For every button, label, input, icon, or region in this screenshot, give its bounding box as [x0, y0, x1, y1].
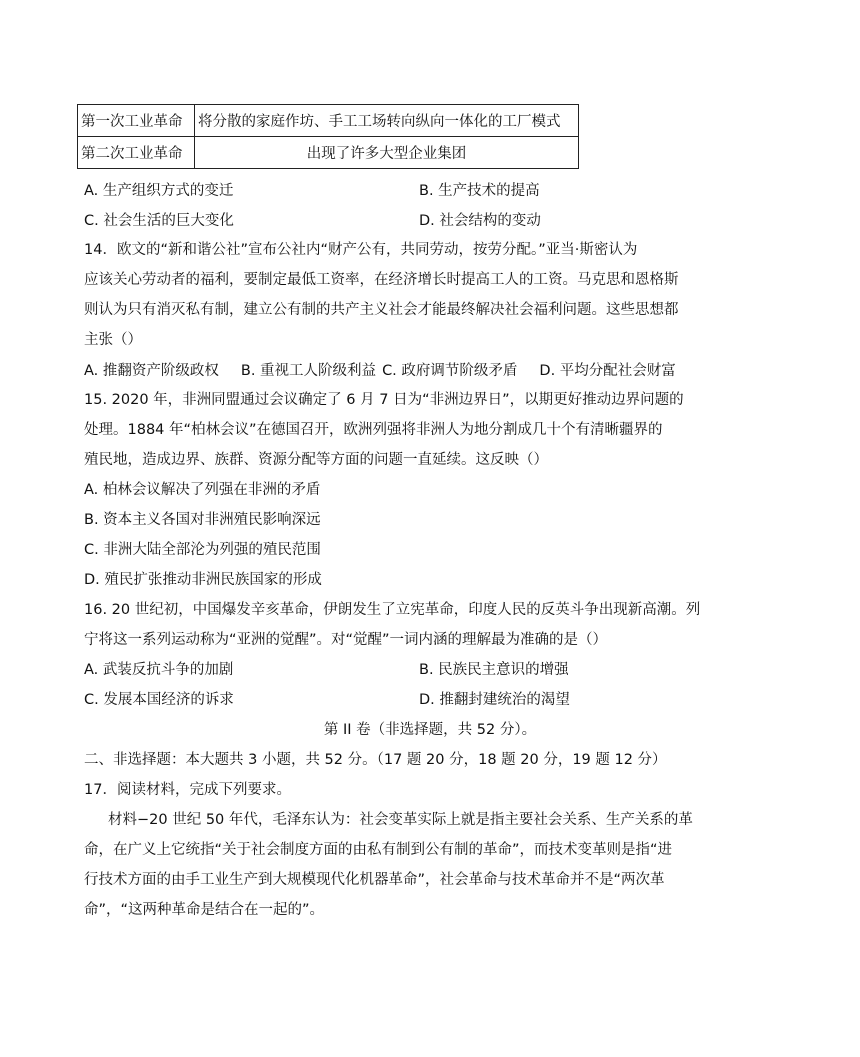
- q17-material-line: 命，在广义上它统指“关于社会制度方面的由私有制到公有制的革命”，而技术变革则是指“进: [84, 842, 673, 858]
- q16-stem-line: 宁将这一系列运动称为“亚洲的觉醒”。对“觉醒”一词内涵的理解最为准确的是（）: [84, 632, 608, 648]
- q17-title: 17．阅读材料，完成下列要求。: [84, 782, 291, 798]
- q14-options-row: [84, 361, 676, 381]
- q13-option-b: B. 生产技术的提高: [419, 183, 540, 199]
- q17-material-line: 命”，“这两种革命是结合在一起的”。: [84, 902, 325, 918]
- table-cell-label: 第一次工业革命: [78, 105, 195, 137]
- q16-stem-line: 16. 20 世纪初，中国爆发辛亥革命，伊朗发生了立宪革命，印度人民的反英斗争出现新高潮。列: [84, 602, 701, 618]
- q15-option-d: D. 殖民扩张推动非洲民族国家的形成: [84, 572, 322, 588]
- q13-option-d: D. 社会结构的变动: [419, 213, 541, 229]
- q15-stem-line: 殖民地，造成边界、族群、资源分配等方面的问题一直延续。这反映（）: [84, 452, 548, 468]
- q15-option-c: C. 非洲大陆全部沦为列强的殖民范围: [84, 542, 321, 558]
- q17-material-line: 材料−20 世纪 50 年代，毛泽东认为：社会变革实际上就是指主要社会关系、生产关系的革: [108, 812, 693, 828]
- q14-option-c: C. 政府调节阶级矛盾: [382, 363, 518, 379]
- table-cell-content: 将分散的家庭作坊、手工工场转向纵向一体化的工厂模式: [195, 105, 579, 137]
- q14-option-d: D. 平均分配社会财富: [539, 363, 676, 379]
- q16-option-b: B. 民族民主意识的增强: [419, 662, 569, 678]
- q15-option-a: A. 柏林会议解决了列强在非洲的矛盾: [84, 482, 321, 498]
- q16-option-d: D. 推翻封建统治的渴望: [419, 692, 570, 708]
- section-heading: 二、非选择题：本大题共 3 小题，共 52 分。（17 题 20 分，18 题 20 分，19 题 12 分）: [84, 752, 667, 768]
- q17-material-line: 行技术方面的由手工业生产到大规模现代化机器革命”，社会革命与技术革命并不是“两次革: [84, 872, 665, 888]
- q14-option-a: A. 推翻资产阶级政权: [84, 363, 219, 379]
- q14-stem-line: 主张（）: [84, 332, 142, 348]
- q15-stem-line: 15. 2020 年，非洲同盟通过会议确定了 6 月 7 日为“非洲边界日”，以期更好推动边界问题的: [84, 392, 684, 408]
- q15-stem-line: 处理。1884 年“柏林会议”在德国召开，欧洲列强将非洲人为地分割成几十个有清晰疆界的: [84, 422, 663, 438]
- q15-option-b: B. 资本主义各国对非洲殖民影响深远: [84, 512, 321, 528]
- table-cell-label: 第二次工业革命: [78, 137, 195, 169]
- table-cell-content: 出现了许多大型企业集团: [195, 137, 579, 169]
- q14-stem-line: 应该关心劳动者的福利，要制定最低工资率，在经济增长时提高工人的工资。马克思和恩格斯: [84, 272, 679, 288]
- q14-stem-line: 14．欧文的“新和谐公社”宣布公社内“财产公有，共同劳动，按劳分配。”亚当·斯密认为: [84, 242, 638, 258]
- q14-stem-line: 则认为只有消灭私有制，建立公有制的共产主义社会才能最终解决社会福利问题。这些思想都: [84, 302, 679, 318]
- q16-option-a: A. 武装反抗斗争的加剧: [84, 662, 234, 678]
- table-row: [78, 105, 579, 137]
- q16-option-c: C. 发展本国经济的诉求: [84, 692, 234, 708]
- q14-option-b: B. 重视工人阶级利益: [240, 363, 377, 379]
- part2-heading: 第 II 卷（非选择题，共 52 分）。: [323, 722, 537, 738]
- q13-option-a: A. 生产组织方式的变迁: [84, 183, 234, 199]
- table-row: [78, 137, 579, 169]
- q13-option-c: C. 社会生活的巨大变化: [84, 213, 234, 229]
- industrial-revolution-table: [77, 104, 579, 169]
